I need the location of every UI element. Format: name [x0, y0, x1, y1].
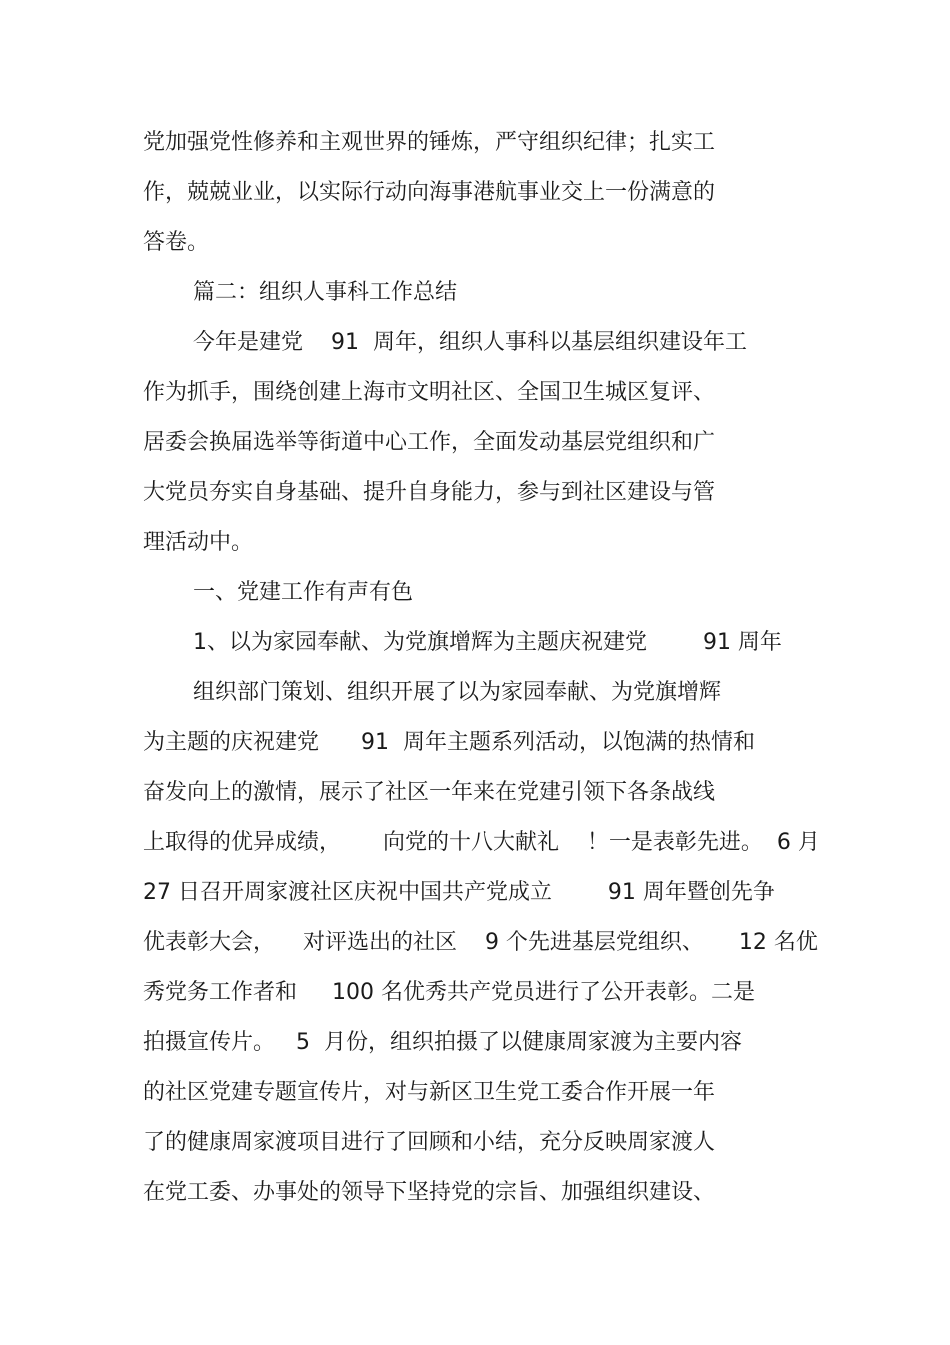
- text-line: 作为抓手，围绕创建上海市文明社区、全国卫生城区复评、: [143, 380, 716, 405]
- text-line: 党加强党性修养和主观世界的锤炼，严守组织纪律；扎实工: [143, 130, 716, 155]
- text-line: 居委会换届选举等街道中心工作，全面发动基层党组织和广: [143, 430, 716, 455]
- text-line: 27 日召开周家渡社区庆祝中国共产党成立 91 周年暨创先争: [143, 880, 775, 905]
- text-line: 优表彰大会， 对评选出的社区 9 个先进基层党组织、 12 名优: [143, 930, 818, 955]
- subsection-heading: 一、党建工作有声有色: [193, 580, 414, 605]
- text-line: 上取得的优异成绩， 向党的十八大献礼 ！一是表彰先进。 6 月: [143, 830, 820, 855]
- text-line: 组织部门策划、组织开展了以为家园奉献、为党旗增辉: [193, 680, 722, 705]
- text-line: 为主题的庆祝建党 91 周年主题系列活动，以饱满的热情和: [143, 730, 755, 755]
- text-line: 大党员夯实自身基础、提升自身能力，参与到社区建设与管: [143, 480, 716, 505]
- text-line: 理活动中。: [143, 530, 254, 555]
- text-line: 今年是建党 91 周年，组织人事科以基层组织建设年工: [193, 330, 747, 355]
- text-line: 在党工委、办事处的领导下坚持党的宗旨、加强组织建设、: [143, 1180, 716, 1205]
- text-line: 奋发向上的激情，展示了社区一年来在党建引领下各条战线: [143, 780, 716, 805]
- text-line: 拍摄宣传片。 5 月份，组织拍摄了以健康周家渡为主要内容: [143, 1030, 742, 1055]
- text-line: 答卷。: [143, 230, 210, 255]
- text-line: 作，兢兢业业，以实际行动向海事港航事业交上一份满意的: [143, 180, 716, 205]
- text-line: 了的健康周家渡项目进行了回顾和小结，充分反映周家渡人: [143, 1130, 716, 1155]
- text-line: 秀党务工作者和 100 名优秀共产党员进行了公开表彰。二是: [143, 980, 755, 1005]
- item-heading: 1、以为家园奉献、为党旗增辉为主题庆祝建党 91 周年: [193, 630, 782, 655]
- text-line: 的社区党建专题宣传片，对与新区卫生党工委合作开展一年: [143, 1080, 716, 1105]
- section-heading: 篇二：组织人事科工作总结: [193, 280, 458, 305]
